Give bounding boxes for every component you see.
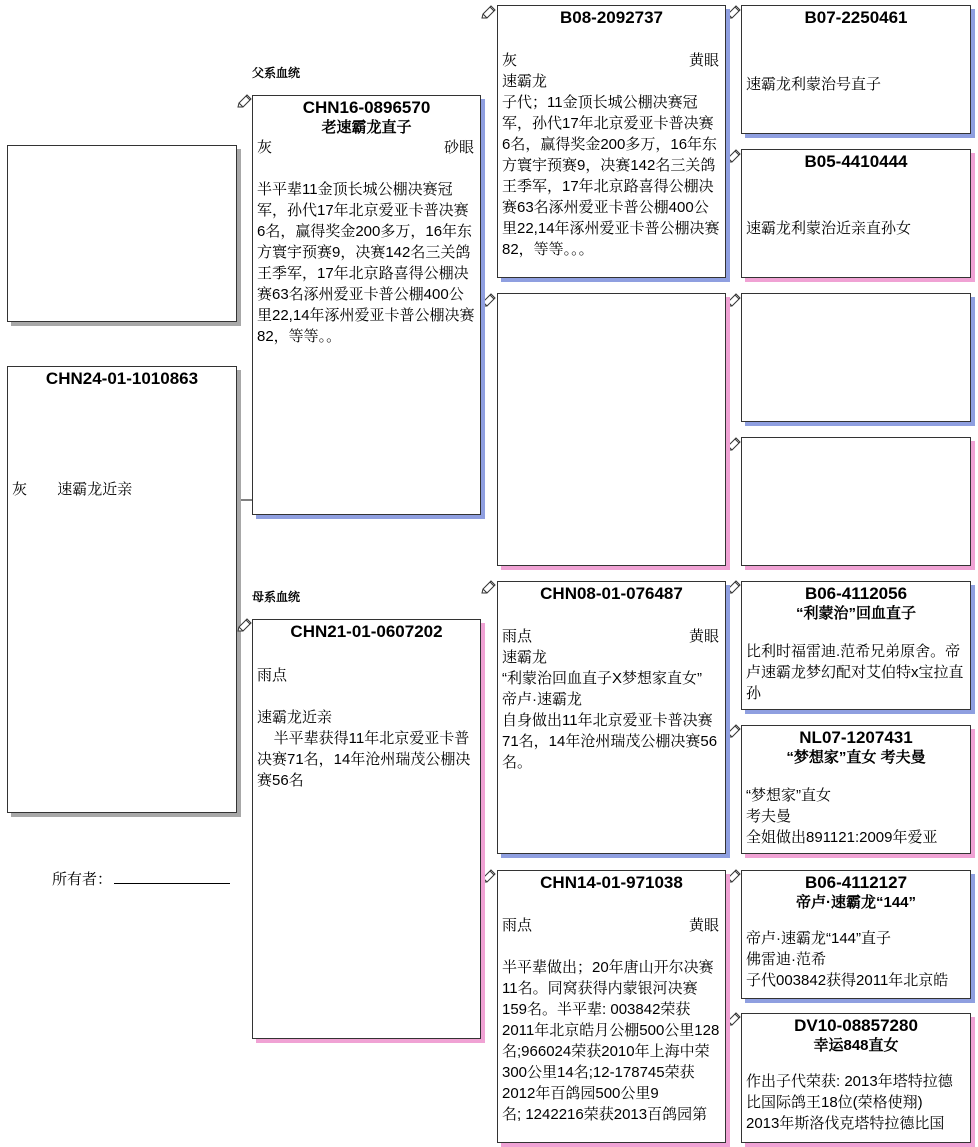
dds-ring: B06-4112127	[804, 873, 908, 892]
edit-pencil-icon[interactable]	[236, 618, 252, 634]
sire-sire-color: 灰	[502, 52, 518, 69]
edit-pencil-icon[interactable]	[480, 869, 496, 885]
edit-pencil-icon[interactable]	[725, 1012, 741, 1028]
subject-card[interactable]	[7, 366, 237, 813]
edit-pencil-icon[interactable]	[725, 293, 741, 309]
edit-pencil-icon[interactable]	[725, 580, 741, 596]
dss-card[interactable]	[741, 581, 971, 710]
dds-notes: 帝卢·速霸龙“144”直子 佛雷迪·范希 子代003842获得2011年北京皓	[746, 930, 949, 989]
dds-card[interactable]	[741, 870, 971, 999]
dam-dam-ring: CHN14-01-971038	[540, 873, 683, 892]
dsd-name: “梦想家”直女 考夫曼	[786, 749, 926, 766]
dam-sire-color: 雨点	[502, 628, 533, 645]
sire-eye: 砂眼	[443, 139, 474, 156]
dam-dam-notes: 半平辈做出；20年唐山开尔决赛11名。同窝获得内蒙银河决赛159名。半平辈: 003842荣获2011年北京皓月公棚500公里128 名;966024荣获2010年上海中荣300公里14名;12-178745荣获2012年百鸽园500公里9 名; 1242216荣获2013百鸽园第	[502, 959, 720, 1123]
sire-line-label: 父系血统	[252, 66, 301, 80]
dsd-card[interactable]	[741, 725, 971, 854]
dam-color: 雨点	[257, 667, 288, 684]
subject-color: 灰	[12, 481, 28, 498]
ddd-name: 幸运848直女	[813, 1037, 899, 1054]
subject-ring: CHN24-01-1010863	[45, 369, 199, 388]
sire-sire-eye: 黄眼	[688, 52, 719, 69]
ssd-ring: B05-4410444	[804, 152, 908, 171]
dam-notes: 半平辈获得11年北京爱亚卡普决赛71名，14年沧州瑞茂公棚决赛56名	[257, 730, 471, 789]
edit-pencil-icon[interactable]	[725, 869, 741, 885]
sss-notes: 速霸龙利蒙治号直子	[746, 76, 882, 93]
sire-sire-line: 速霸龙	[502, 73, 548, 90]
ddd-ring: DV10-08857280	[794, 1016, 918, 1035]
edit-pencil-icon[interactable]	[725, 437, 741, 453]
dss-ring: B06-4112056	[804, 584, 908, 603]
ddd-card[interactable]	[741, 1013, 971, 1143]
dam-sire-card[interactable]	[497, 581, 726, 854]
sire-sire-notes: 子代；11金顶长城公棚决赛冠军，孙代17年北京爱亚卡普决赛6名，赢得奖金200多万，16年东方寰宇预赛9，决赛142名三关鸽王季军，17年北京路喜得公棚决赛63名涿州爱亚卡普公棚400公里22,14年涿州爱亚卡普公棚决赛82，等等。。。	[502, 94, 720, 258]
owner-line[interactable]	[114, 869, 230, 884]
sire-color: 灰	[257, 139, 273, 156]
dam-ring: CHN21-01-0607202	[290, 622, 443, 641]
dam-dam-eye: 黄眼	[688, 917, 719, 934]
owner-field	[52, 868, 230, 889]
dam-sire-eye: 黄眼	[688, 628, 719, 645]
dds-name: 帝卢·速霸龙“144”	[795, 894, 917, 911]
edit-pencil-icon[interactable]	[480, 5, 496, 21]
edit-pencil-icon[interactable]	[480, 293, 496, 309]
sdd-card[interactable]	[741, 437, 971, 566]
edit-pencil-icon[interactable]	[725, 724, 741, 740]
subject-desc: 速霸龙近亲	[57, 481, 133, 498]
dam-line-label: 母系血统	[252, 590, 301, 604]
sire-dam-card[interactable]	[497, 293, 726, 566]
ddd-notes: 作出子代荣获: 2013年塔特拉德比国际鸽王18位(荣格使翔) 2013年斯洛伐克塔特拉德比国	[746, 1073, 953, 1132]
dsd-notes: “梦想家”直女 考夫曼 全姐做出891121:2009年爱亚	[746, 787, 938, 846]
edit-pencil-icon[interactable]	[480, 580, 496, 596]
dam-card[interactable]	[252, 619, 481, 1039]
sss-card[interactable]	[741, 5, 971, 134]
dam-dam-card[interactable]	[497, 870, 726, 1143]
dsd-ring: NL07-1207431	[799, 728, 913, 747]
dam-dam-color: 雨点	[502, 917, 533, 934]
dam-sire-line: 速霸龙	[502, 649, 548, 666]
sire-sire-card[interactable]	[497, 5, 726, 278]
sss-ring: B07-2250461	[804, 8, 908, 27]
edit-pencil-icon[interactable]	[236, 94, 252, 110]
sds-card[interactable]	[741, 293, 971, 422]
sire-sire-ring: B08-2092737	[559, 8, 664, 27]
sire-ring: CHN16-0896570	[302, 98, 431, 117]
ssd-notes: 速霸龙利蒙治近亲直孙女	[746, 220, 912, 237]
photo-box	[7, 145, 237, 322]
ssd-card[interactable]	[741, 149, 971, 278]
dam-desc: 速霸龙近亲	[257, 709, 333, 726]
dam-sire-notes: “利蒙治回血直子X梦想家直女” 帝卢·速霸龙 自身做出11年北京爱亚卡普决赛71名，14年沧州瑞茂公棚决赛56名。	[502, 670, 718, 771]
dss-name: “利蒙治”回血直子	[795, 605, 916, 622]
edit-pencil-icon[interactable]	[725, 149, 741, 165]
dam-sire-ring: CHN08-01-076487	[540, 584, 683, 603]
dss-notes: 比利时福雷迪.范希兄弟原舍。帝卢速霸龙梦幻配对艾伯特x宝拉直孙	[746, 643, 964, 702]
sire-notes: 半平辈11金顶长城公棚决赛冠军，孙代17年北京爱亚卡普决赛6名，赢得奖金200多万，16年东方寰宇预赛9，决赛142名三关鸽王季军，17年北京路喜得公棚决赛63名涿州爱亚卡普公棚400公里22,14年涿州爱亚卡普公棚决赛82，等等。。	[257, 181, 475, 345]
sire-card[interactable]	[252, 95, 481, 515]
owner-label: 所有者：	[52, 871, 113, 888]
edit-pencil-icon[interactable]	[725, 5, 741, 21]
sire-name: 老速霸龙直子	[321, 119, 412, 136]
